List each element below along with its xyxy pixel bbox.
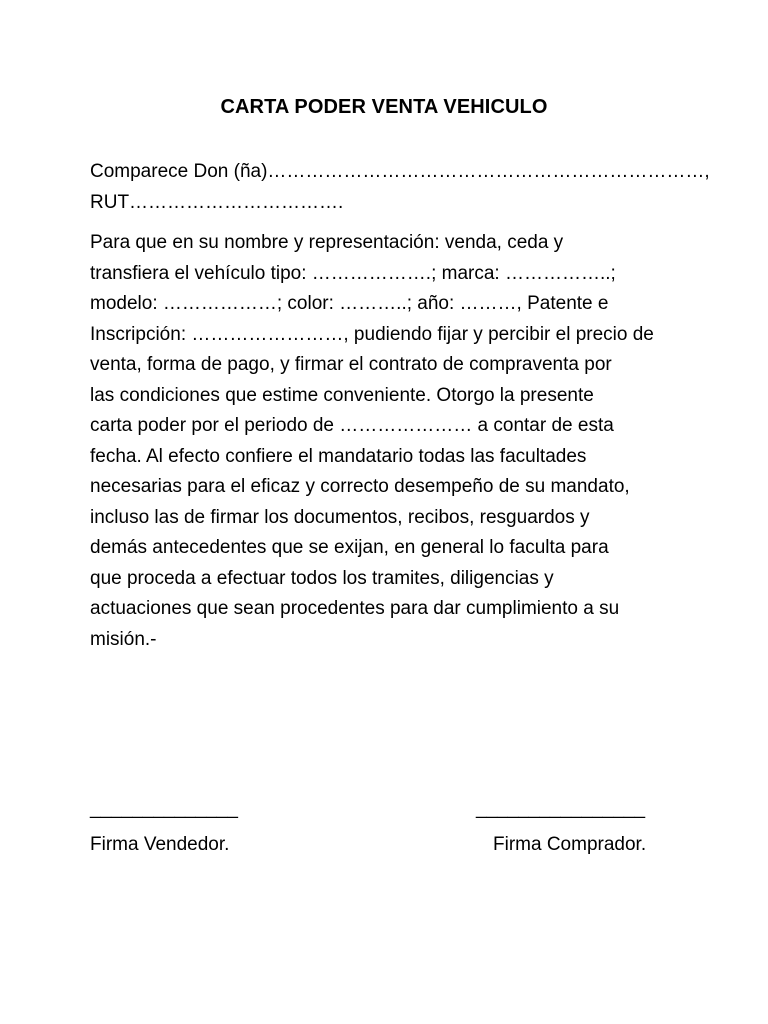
paragraph-line: que proceda a efectuar todos los tramites, diligencias y bbox=[90, 567, 554, 589]
buyer-signature-label: Firma Comprador. bbox=[493, 834, 647, 855]
buyer-signature-line: ________________ bbox=[476, 798, 646, 819]
paragraph-line: actuaciones que sean procedentes para dar cumplimiento a su bbox=[90, 598, 620, 619]
appearance-paragraph bbox=[90, 157, 710, 218]
paragraph-line: Inscripción: ……………………, pudiendo fijar y percibir el precio de bbox=[90, 323, 654, 345]
paragraph-line: venta, forma de pago, y firmar el contrato de compraventa por bbox=[90, 354, 612, 375]
seller-signature-label: Firma Vendedor. bbox=[90, 834, 230, 855]
paragraph-line: Comparece Don (ña)……………………………………………………………, bbox=[90, 161, 710, 182]
paragraph-line: las condiciones que estime conveniente. Otorgo la presente bbox=[90, 384, 594, 406]
paragraph-line: modelo: ………………; color: ………..; año: ………, Patente e bbox=[90, 293, 609, 314]
paragraph-line: fecha. Al efecto confiere el mandatario todas las facultades bbox=[90, 445, 587, 467]
document-title: CARTA PODER VENTA VEHICULO bbox=[220, 96, 548, 118]
paragraph-line: transfiera el vehículo tipo: ……………….; marca: ……………..; bbox=[90, 262, 616, 284]
paragraph-line: Para que en su nombre y representación: venda, ceda y bbox=[90, 232, 564, 253]
paragraph-line: incluso las de firmar los documentos, recibos, resguardos y bbox=[90, 506, 590, 528]
paragraph-line: carta poder por el periodo de ………………… a contar de esta bbox=[90, 415, 614, 436]
paragraph-line: misión.- bbox=[90, 628, 157, 650]
seller-signature-line: ______________ bbox=[90, 798, 238, 819]
body-paragraph bbox=[90, 228, 690, 655]
paragraph-line: RUT……………………………. bbox=[90, 191, 344, 213]
paragraph-line: necesarias para el eficaz y correcto desempeño de su mandato, bbox=[90, 476, 630, 497]
paragraph-line: demás antecedentes que se exijan, en general lo faculta para bbox=[90, 537, 609, 558]
